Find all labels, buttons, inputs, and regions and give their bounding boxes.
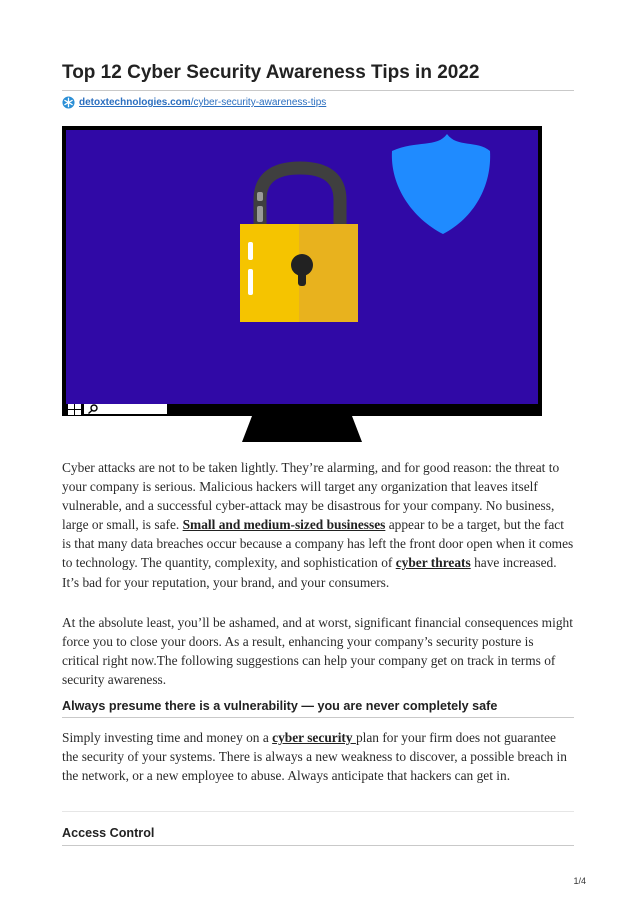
source-line	[62, 96, 326, 109]
site-favicon-icon	[62, 96, 75, 109]
page-title: Top 12 Cyber Security Awareness Tips in 2022	[62, 62, 480, 83]
intro-paragraph: Cyber attacks are not to be taken lightly. They’re alarming, and for good reason: the threat to your company is serious. Malicious hackers will target any organization that leaves itself vulnerable, and a successful cyber-attack may be disastrous for your company. No business, large or small, is safe. Small and medium-sized businesses appear to be a target, but the fact is that many data breaches occur because a company has left the front door open when it comes to technology. The quantity, complexity, and sophistication of cyber threats have increased. It’s bad for your reputation, your brand, and your consumers.	[62, 460, 574, 590]
title-divider	[62, 90, 574, 91]
source-domain: detoxtechnologies.com	[79, 97, 191, 108]
section-divider	[62, 845, 574, 846]
section-heading-access-control: Access Control	[62, 826, 155, 840]
cyber-threats-link[interactable]: cyber threats	[395, 555, 471, 571]
section-divider	[62, 811, 574, 812]
vulnerability-paragraph: Simply investing time and money on a cyber security plan for your firm does not guarantee the security of your systems. There is always a new weakness to discover, a possible breach in the network, or a new employee to abuse. Always anticipate that hackers can get in.	[62, 730, 567, 784]
source-link[interactable]	[79, 97, 326, 108]
section-divider	[62, 717, 574, 718]
hero-image	[62, 126, 542, 444]
monitor-stand	[242, 416, 362, 442]
smb-link[interactable]: Small and medium-sized businesses	[182, 517, 386, 533]
section-heading-vulnerability: Always presume there is a vulnerability — you are never completely safe	[62, 699, 498, 713]
page-number: 1/4	[573, 876, 586, 886]
second-paragraph: At the absolute least, you’ll be ashamed, and at worst, significant financial consequences might force you to close your doors. As a result, enhancing your company’s security posture is critical right now.The following suggestions can help your company get on track in terms of security awareness.	[62, 615, 573, 688]
cyber-security-link[interactable]: cyber security	[272, 730, 356, 745]
source-path: /cyber-security-awareness-tips	[190, 97, 327, 108]
